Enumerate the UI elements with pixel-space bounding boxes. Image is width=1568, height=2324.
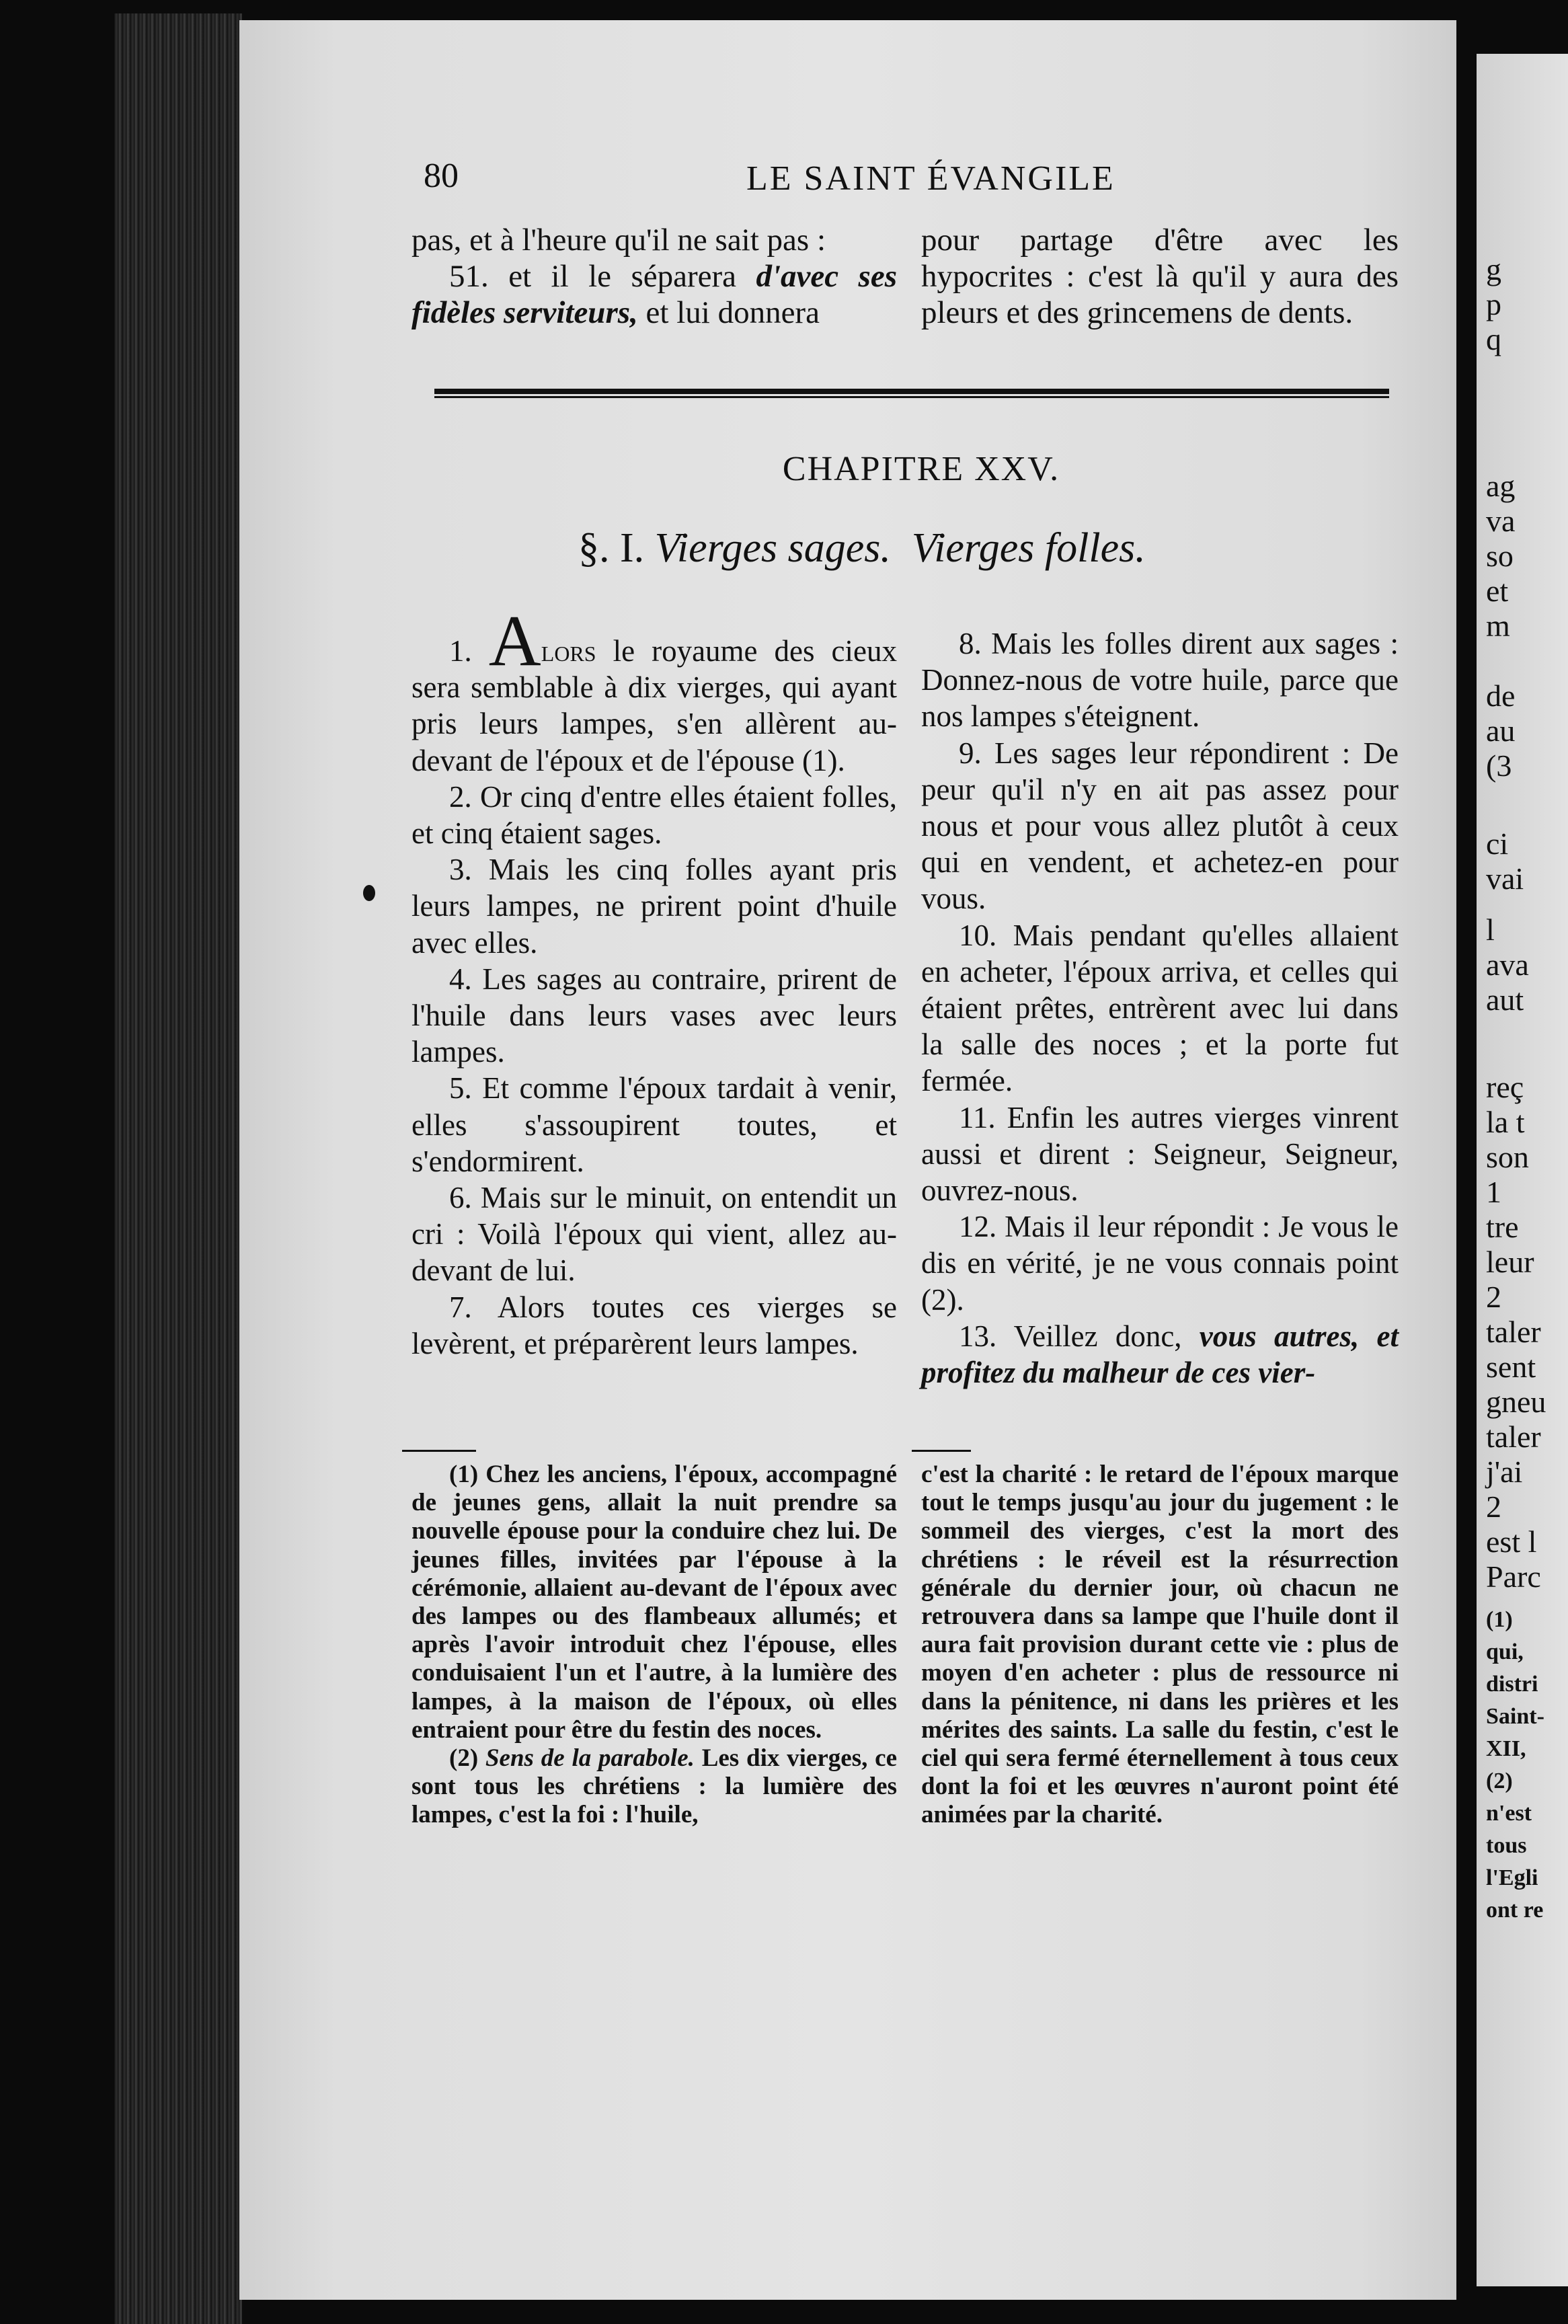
- footnotes-right: [921, 1461, 1399, 1830]
- next-page-fragment: l'Egli: [1486, 1865, 1538, 1890]
- verse-4: 4. Les sages au contraire, prirent de l'huile dans leurs vases avec leurs lampes.: [411, 962, 897, 1069]
- next-page-fragment: tous: [1486, 1833, 1527, 1858]
- next-page-fragment: (1): [1486, 1607, 1513, 1632]
- verse-51-text: 51. et il le séparera: [449, 259, 737, 294]
- footnote-2: [411, 1744, 897, 1830]
- next-page-fragment: ag: [1486, 469, 1516, 503]
- section-title-text: Vierges sages. Vierges folles.: [654, 525, 1146, 571]
- next-page-fragment: reç: [1486, 1070, 1524, 1104]
- footnote-2-continued: c'est la charité : le retard de l'époux marque tout le temps jusqu'au jour du jugement : le sommeil des vierges, c'est la mort des chrétiens : le réveil est la résurrection générale du dernier jour, où chacun ne retrouvera dans sa lampe que l'huile dont il aura fait provision durant cette vie : plus de moyen d'en acheter : plus de ressource ni dans la pénitence, ni dans les prières et les mérites des saints. La salle du festin, c'est le ciel qui sera fermé éternellement à tous ceux dont la foi et les œuvres n'auront point été animées par la charité.: [921, 1461, 1399, 1829]
- next-page-fragment: ont re: [1486, 1898, 1544, 1923]
- verse-1: [411, 601, 898, 779]
- footnote-rule-right: [912, 1450, 971, 1452]
- next-page-fragment: n'est: [1486, 1801, 1532, 1826]
- section-title: [578, 525, 1146, 572]
- next-page-fragment: XII,: [1486, 1736, 1526, 1761]
- next-page-fragment: gneu: [1486, 1385, 1546, 1419]
- next-page-fragment: est l: [1486, 1524, 1537, 1559]
- footnote-2-italic: Sens de la parabole.: [485, 1744, 695, 1773]
- verse-1-smallcaps: lors: [541, 634, 596, 668]
- ink-spot: [363, 885, 375, 901]
- previous-verse-51: [411, 258, 897, 331]
- footnote-2-number: (2): [449, 1744, 485, 1773]
- next-page-fragment: qui,: [1486, 1639, 1524, 1664]
- book-gutter: [114, 13, 242, 2324]
- verses-left-column: [411, 601, 898, 1362]
- verse-1-number: 1.: [449, 634, 472, 668]
- next-page-fragment: leur: [1486, 1245, 1534, 1279]
- verse-10: 10. Mais pendant qu'elles allaient en acheter, l'époux arriva, et celles qui étaient prêtes, entrèrent avec lui dans la salle des noces ; et la porte fut fermée.: [921, 918, 1399, 1098]
- next-page-fragment: m: [1486, 609, 1510, 643]
- next-page-fragment: 2: [1486, 1280, 1501, 1314]
- running-title: LE SAINT ÉVANGILE: [746, 159, 1115, 198]
- verse-3: 3. Mais les cinq folles ayant pris leurs lampes, ne prirent point d'huile avec elles.: [411, 853, 897, 960]
- chapter-rule: [434, 389, 1389, 398]
- verse-7: 7. Alors toutes ces vierges se levèrent, et préparèrent leurs lampes.: [411, 1290, 897, 1360]
- verse-6: 6. Mais sur le minuit, on entendit un cri : Voilà l'époux qui vient, allez au-devant de lui.: [411, 1181, 897, 1288]
- page-number: 80: [424, 157, 459, 195]
- next-page-fragment: p: [1486, 287, 1501, 321]
- verses-right-column: [921, 625, 1399, 1391]
- next-page-fragment: de: [1486, 679, 1516, 713]
- next-page-fragment: aut: [1486, 982, 1524, 1017]
- next-page-fragment: sent: [1486, 1350, 1536, 1384]
- next-page-fragment: Saint-: [1486, 1704, 1544, 1729]
- section-mark: §. I.: [578, 525, 645, 571]
- verse-2: 2. Or cinq d'entre elles étaient folles, et cinq étaient sages.: [411, 779, 897, 851]
- next-page-fragment: g: [1486, 252, 1501, 286]
- next-page-fragment: ava: [1486, 947, 1529, 982]
- previous-text-right-paragraph: pour partage d'être avec les hypocrites : c'est là qu'il y aura des pleurs et des grincemens de dents.: [921, 223, 1399, 330]
- next-page-fragment: tre: [1486, 1210, 1519, 1244]
- verse-13: [921, 1318, 1399, 1391]
- verse-13-text: 13. Veillez donc,: [959, 1319, 1200, 1353]
- next-page-fragment: son: [1486, 1140, 1529, 1174]
- next-page-fragment: taler: [1486, 1315, 1541, 1349]
- next-page-fragment: vai: [1486, 861, 1524, 896]
- verse-8: 8. Mais les folles dirent aux sages : Donnez-nous de votre huile, parce que nos lampes s'éteignent.: [921, 627, 1399, 734]
- next-page-fragment: et: [1486, 574, 1509, 608]
- chapter-title: [0, 449, 1568, 489]
- footnotes-left: [411, 1461, 897, 1830]
- next-page-fragment: va: [1486, 504, 1516, 538]
- verse-51-italic: d'avec ses fidèles serviteurs,: [411, 259, 897, 330]
- next-page-fragment: (3: [1486, 748, 1512, 783]
- next-page-edge: [1477, 54, 1568, 2286]
- verse-11: 11. Enfin les autres vierges vinrent aussi et dirent : Seigneur, Seigneur, ouvrez-nous.: [921, 1100, 1399, 1208]
- previous-text-right: [921, 222, 1399, 331]
- next-page-fragment: au: [1486, 713, 1516, 748]
- next-page-fragment: ci: [1486, 826, 1509, 861]
- next-page-fragment: 1: [1486, 1175, 1501, 1209]
- next-page-fragment: l: [1486, 913, 1495, 947]
- chapter-title-text: CHAPITRE XXV.: [782, 450, 1060, 488]
- next-page-fragment: la t: [1486, 1105, 1525, 1139]
- verse-5: 5. Et comme l'époux tardait à venir, elles s'assoupirent toutes, et s'endormirent.: [411, 1071, 897, 1178]
- next-page-fragment: Parc: [1486, 1559, 1541, 1594]
- verse-9: 9. Les sages leur répondirent : De peur qu'il n'y en ait pas assez pour nous et pour vous allez plutôt à ceux qui en vendent, et achetez-en pour vous.: [921, 736, 1399, 916]
- verse-1-text: le royaume des cieux sera semblable à dix vierges, qui ayant pris leurs lampes, s'en allèrent au-devant de l'époux et de l'épouse (1).: [411, 634, 898, 777]
- verse-12: 12. Mais il leur répondit : Je vous le dis en vérité, je ne vous connais point (2).: [921, 1210, 1399, 1317]
- next-page-fragment: j'ai: [1486, 1455, 1523, 1489]
- next-page-fragment: distri: [1486, 1672, 1538, 1697]
- verse-13-italic: vous autres, et profitez du malheur de ces vier-: [921, 1319, 1399, 1390]
- next-page-fragment: 2: [1486, 1489, 1501, 1524]
- next-page-fragment: q: [1486, 322, 1501, 356]
- next-page-fragment: taler: [1486, 1420, 1541, 1454]
- next-page-fragment: (2): [1486, 1769, 1513, 1793]
- previous-line-1: pas, et à l'heure qu'il ne sait pas :: [411, 223, 826, 258]
- verse-51-end: et lui donnera: [645, 295, 820, 330]
- footnote-1: (1) Chez les anciens, l'époux, accompagné de jeunes gens, allait la nuit prendre sa nouvelle épouse pour la conduire chez lui. De jeunes filles, invitées par l'épouse à la cérémonie, allaient au-devant de l'époux avec des lampes ou des flambeaux allumés; et après l'avoir introduit chez l'épouse, elles conduisaient l'un et l'autre, à la lumière des lampes, à la maison de l'époux, où elles entraient pour être du festin des noces.: [411, 1461, 897, 1744]
- page-header: [424, 156, 1257, 203]
- footnote-rule-left: [402, 1450, 476, 1452]
- previous-text-left: [411, 222, 897, 331]
- drop-cap: A: [488, 601, 541, 681]
- next-page-fragment: so: [1486, 539, 1514, 573]
- footnote-2-text: Les dix vierges, ce sont tous les chrétiens : la lumière des lampes, c'est la foi : l'huile,: [411, 1744, 897, 1829]
